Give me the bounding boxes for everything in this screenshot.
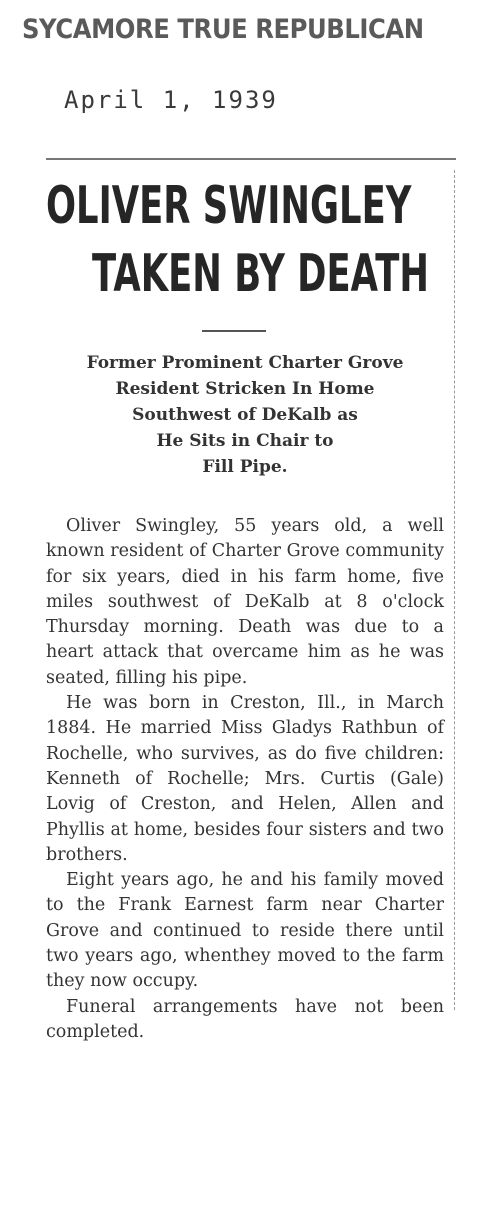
headline-line-2: TAKEN BY DEATH bbox=[92, 244, 429, 304]
subhead-line: Southwest of DeKalb as bbox=[132, 405, 358, 425]
headline-line-1: OLIVER SWINGLEY bbox=[46, 176, 412, 236]
publication-date: April 1, 1939 bbox=[64, 86, 278, 114]
newspaper-masthead: SYCAMORE TRUE REPUBLICAN bbox=[22, 14, 424, 45]
subhead-line: Resident Stricken In Home bbox=[115, 379, 375, 399]
subhead-line: Former Prominent Charter Grove bbox=[86, 353, 404, 373]
top-rule bbox=[46, 158, 456, 160]
article-paragraph: Funeral arrangements have not been completed. bbox=[46, 996, 444, 1042]
subheadline bbox=[40, 350, 450, 480]
article-paragraph: He was born in Creston, Ill., in March 1884. He married Miss Gladys Rathbun of Rochelle, who survives, as do five children: Kenneth of Rochelle; Mrs. Curtis (Gale) Lovig of Creston, and Helen, Allen and Phyllis at home, besides four sisters and two brothers. bbox=[46, 693, 444, 865]
subhead-line: Fill Pipe. bbox=[202, 457, 288, 477]
headline-divider bbox=[202, 330, 266, 332]
article-paragraph: Eight years ago, he and his family moved to the Frank Earnest farm near Charter Grove and continued to reside there until two years ago, whenthey moved to the farm they now occupy. bbox=[46, 870, 444, 992]
article-body bbox=[46, 514, 444, 1045]
column-edge-rule bbox=[454, 170, 455, 1010]
subhead-line: He Sits in Chair to bbox=[156, 431, 334, 451]
article-paragraph: Oliver Swingley, 55 years old, a well known resident of Charter Grove community for six years, died in his farm home, five miles southwest of DeKalb at 8 o'clock Thursday morning. Death was due to a heart attack that overcame him as he was seated, filling his pipe. bbox=[46, 516, 444, 688]
